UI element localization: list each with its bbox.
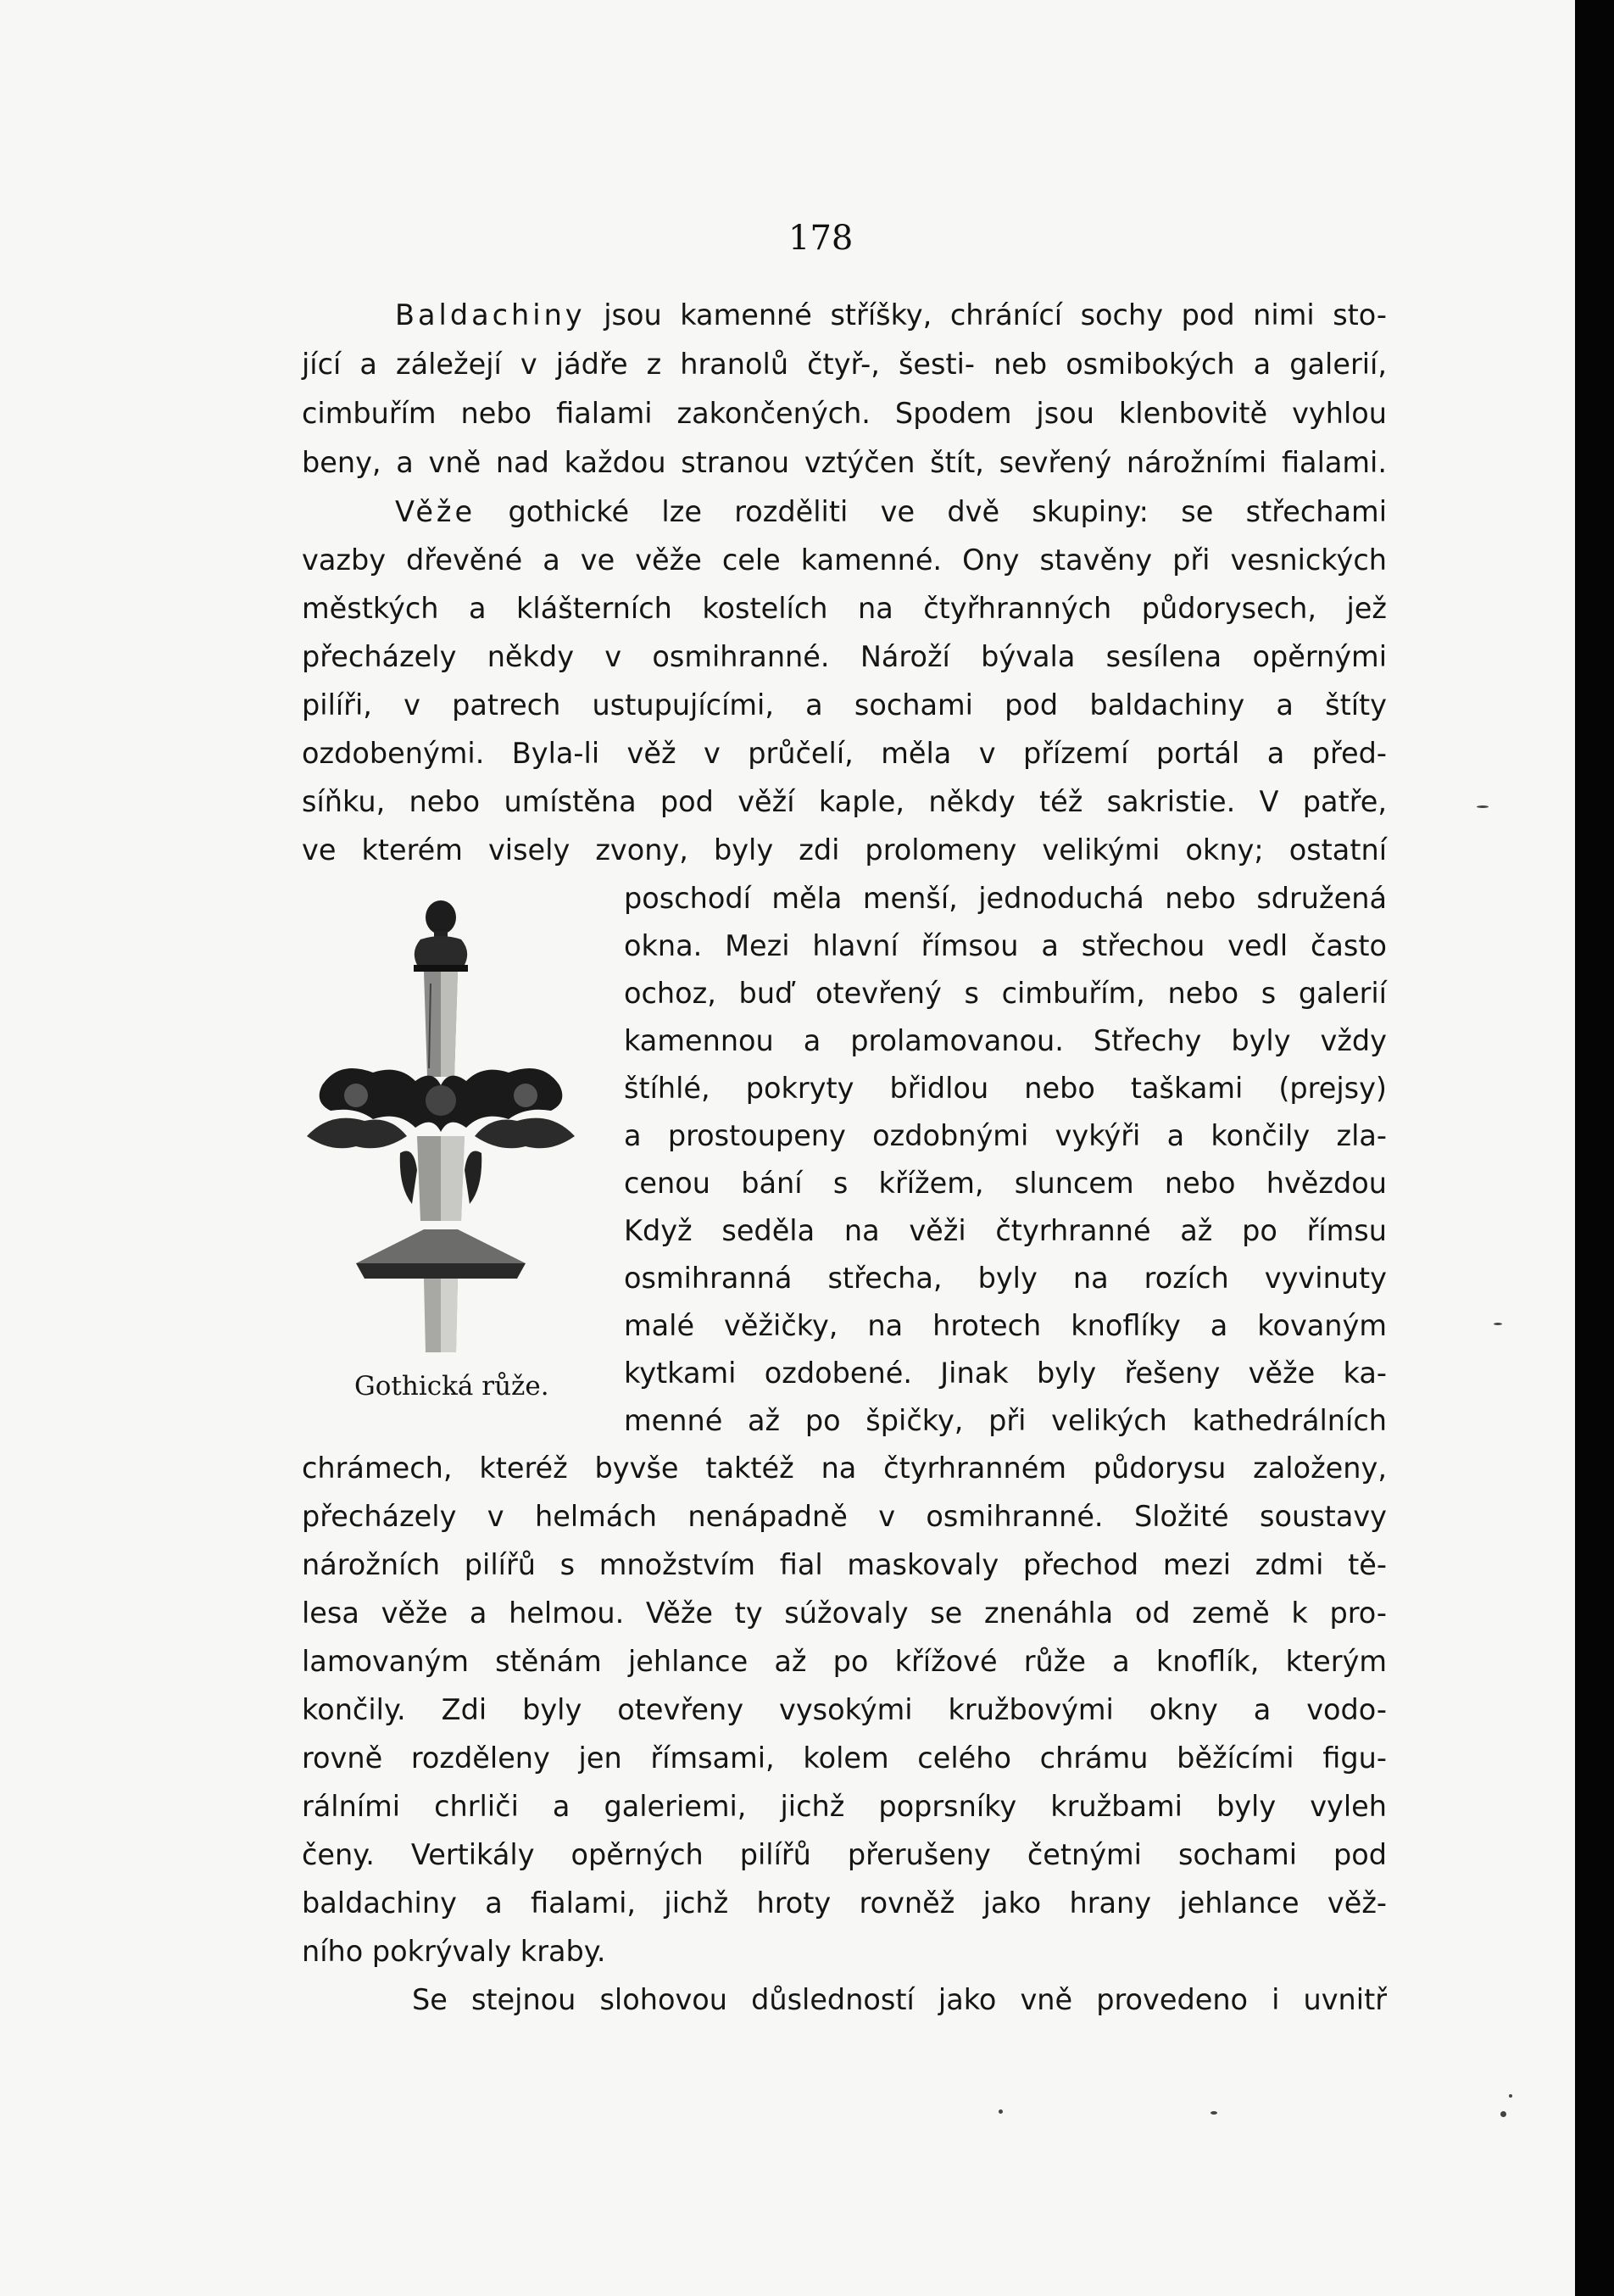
text-line: přecházely v helmách nenápadně v osmihranné. Složité soustavy <box>302 1500 1387 1533</box>
text-line: pilíři, v patrech ustupujícími, a sochami pod baldachiny a štíty <box>302 688 1387 722</box>
text-line: cenou bání s křížem, sluncem nebo hvězdou <box>624 1167 1387 1200</box>
scan-speck <box>1500 2111 1506 2117</box>
finial-shaft <box>424 972 458 1077</box>
text-line: jící a záležejí v jádře z hranolů čtyř-, šesti- neb osmibokých a galerií, <box>302 348 1387 381</box>
gothic-rose-illustration <box>305 899 593 1357</box>
text-line: končily. Zdi byly otevřeny vysokými kružbovými okny a vodo- <box>302 1693 1387 1726</box>
text-line: Když seděla na věži čtyrhranné až po římsu <box>624 1214 1387 1247</box>
text-line: beny, a vně nad každou stranou vztýčen štít, sevřený nárožními fialami. <box>302 446 1387 479</box>
text-line: baldachiny a fialami, jichž hroty rovněž jako hrany jehlance věž- <box>302 1886 1387 1920</box>
finial-lower-shaft <box>400 1136 481 1221</box>
line-text: jsou kamenné stříšky, chránící sochy pod nimi sto- <box>585 298 1387 332</box>
text-line: ozdobenými. Byla-li věž v průčelí, měla v přízemí portál a před- <box>302 737 1387 770</box>
scan-speck <box>999 2109 1003 2114</box>
text-line: lamovaným stěnám jehlance až po křížové růže a knoflík, kterým <box>302 1645 1387 1678</box>
text-line: chrámech, kteréž byvše taktéž na čtyrhranném půdorysu založeny, <box>302 1452 1387 1485</box>
spaced-lead-word: Baldachiny <box>395 298 586 332</box>
text-line <box>395 495 1387 529</box>
text-line: městkých a klášterních kostelích na čtyřhranných půdorysech, jež <box>302 592 1387 625</box>
text-line: malé věžičky, na hrotech knoflíky a kovaným <box>624 1309 1387 1342</box>
text-line: poschodí měla menší, jednoduchá nebo sdružená <box>624 882 1387 915</box>
text-line: lesa věže a helmou. Věže ty súžovaly se znenáhla od země k pro- <box>302 1597 1387 1630</box>
text-line: síňku, nebo umístěna pod věží kaple, někdy též sakristie. V patře, <box>302 785 1387 818</box>
text-line: a prostoupeny ozdobnými vykýři a končily zla- <box>624 1119 1387 1152</box>
scan-speck <box>1477 805 1489 808</box>
text-line: štíhlé, pokryty břidlou nebo taškami (prejsy) <box>624 1072 1387 1105</box>
text-line: kamennou a prolamovanou. Střechy byly vždy <box>624 1024 1387 1057</box>
figure-caption: Gothická růže. <box>354 1371 549 1402</box>
text-line: osmihranná střecha, byly na rozích vyvinuty <box>624 1262 1387 1295</box>
text-line: kytkami ozdobené. Jinak byly řešeny věže ka- <box>624 1357 1387 1390</box>
text-line: okna. Mezi hlavní římsou a střechou vedl často <box>624 929 1387 962</box>
scan-speck <box>1509 2094 1512 2098</box>
scan-speck <box>1210 2111 1217 2115</box>
text-line: rovně rozděleny jen římsami, kolem celého chrámu běžícími figu- <box>302 1742 1387 1775</box>
spaced-lead-word: Věže <box>395 495 476 528</box>
text-line: ního pokrývaly kraby. <box>302 1935 606 1968</box>
line-text: gothické lze rozděliti ve dvě skupiny: se střechami <box>476 495 1387 528</box>
text-line: Se stejnou slohovou důsledností jako vně provedeno i uvnitř <box>412 1983 1387 2016</box>
finial-knob <box>414 900 468 972</box>
text-line <box>395 298 1387 332</box>
scan-dark-edge <box>1575 0 1614 2296</box>
scan-speck <box>1494 1323 1502 1325</box>
finial-base <box>356 1229 526 1352</box>
text-line: nárožních pilířů s množstvím fial maskovaly přechod mezi zdmi tě- <box>302 1548 1387 1581</box>
text-line: přecházely někdy v osmihranné. Nároží bývala sesílena opěrnými <box>302 640 1387 673</box>
text-line: vazby dřevěné a ve věže cele kamenné. Ony stavěny při vesnických <box>302 543 1387 577</box>
text-line: čeny. Vertikály opěrných pilířů přerušeny četnými sochami pod <box>302 1838 1387 1871</box>
text-line: rálními chrliči a galeriemi, jichž poprsníky kružbami byly vyleh <box>302 1790 1387 1823</box>
text-line: ochoz, buď otevřený s cimbuřím, nebo s galerií <box>624 977 1387 1010</box>
text-line: menné až po špičky, při velikých kathedrálních <box>624 1404 1387 1437</box>
text-line: cimbuřím nebo fialami zakončených. Spodem jsou klenbovitě vyhlou <box>302 397 1387 430</box>
page-number: 178 <box>788 219 854 258</box>
text-line: ve kterém visely zvony, byly zdi prolomeny velikými okny; ostatní <box>302 833 1387 867</box>
